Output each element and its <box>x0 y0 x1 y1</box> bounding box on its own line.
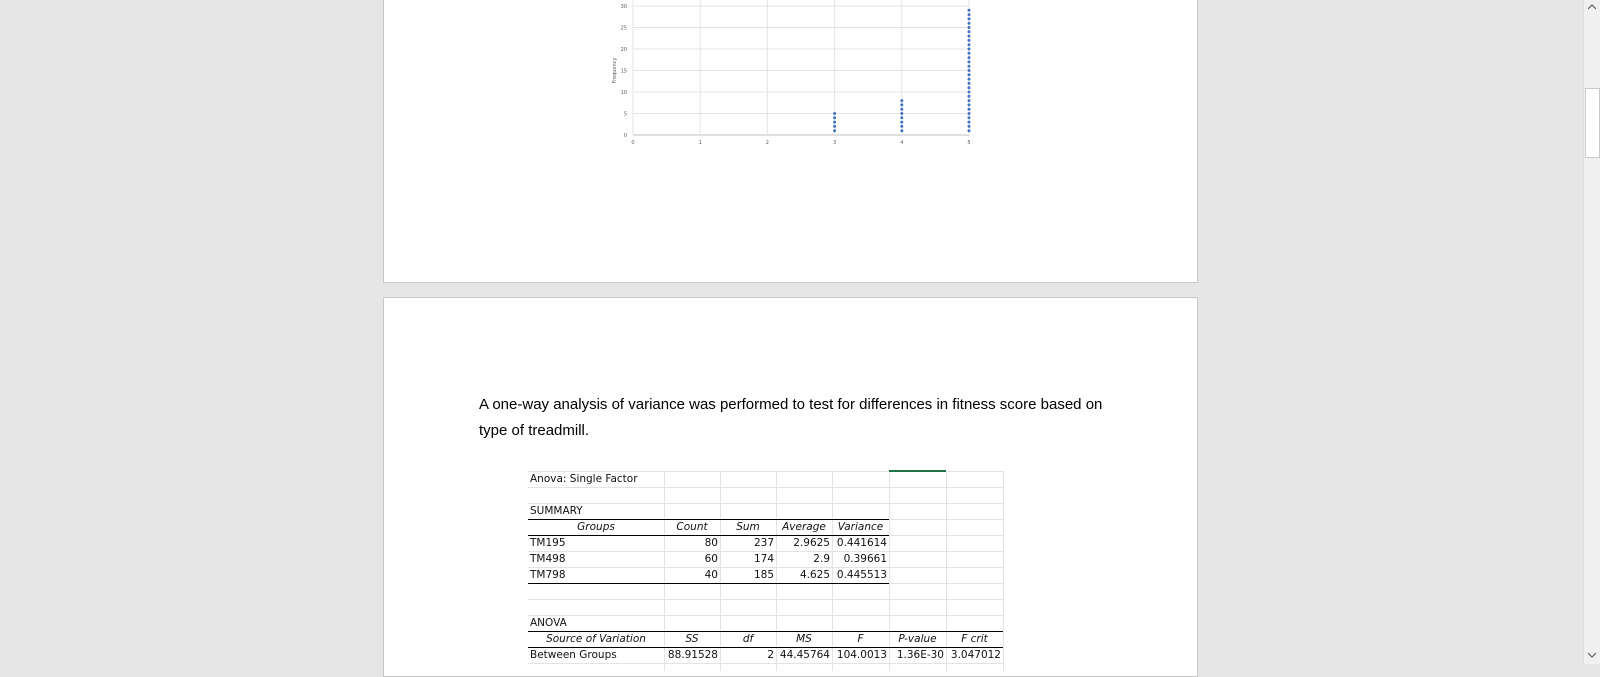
data-point <box>900 108 903 111</box>
y-tick-label: 5 <box>623 111 627 118</box>
summary-value: 60 <box>704 553 718 565</box>
anova-header: P-value <box>898 633 937 645</box>
data-point <box>833 116 836 119</box>
data-point <box>968 95 971 98</box>
summary-value: 2.9625 <box>793 537 830 549</box>
scroll-up-button[interactable] <box>1584 0 1600 16</box>
y-tick-label: 10 <box>620 90 627 96</box>
data-point <box>968 13 971 16</box>
chevron-down-icon <box>1588 652 1596 658</box>
data-point <box>968 69 971 72</box>
row-gridline <box>528 599 1003 600</box>
y-axis-label: Frequency <box>612 57 618 84</box>
data-point <box>968 9 971 12</box>
anova-value: 104.0013 <box>836 649 887 661</box>
data-point <box>968 22 971 25</box>
summary-value: 185 <box>753 569 774 581</box>
anova-header: F crit <box>961 633 988 645</box>
x-tick-label: 4 <box>900 140 904 146</box>
summary-header: Count <box>676 521 708 533</box>
document-page-1 <box>383 0 1198 283</box>
summary-value: 0.39661 <box>843 553 887 565</box>
summary-header: Average <box>782 521 826 533</box>
summary-label: SUMMARY <box>530 505 583 517</box>
summary-header: Groups <box>577 521 615 533</box>
data-point <box>968 35 971 38</box>
anova-header: F <box>857 633 864 645</box>
data-point <box>900 99 903 102</box>
group-name: TM498 <box>530 553 566 565</box>
group-name: TM195 <box>530 537 566 549</box>
data-point <box>968 17 971 20</box>
data-point <box>900 112 903 115</box>
anova-title: Anova: Single Factor <box>530 473 638 485</box>
data-point <box>968 60 971 63</box>
y-tick-label: 0 <box>623 133 627 139</box>
data-point <box>968 65 971 68</box>
data-point <box>968 30 971 33</box>
data-point <box>968 48 971 51</box>
data-point <box>968 26 971 29</box>
x-tick-label: 1 <box>698 140 702 146</box>
scroll-down-button[interactable] <box>1584 648 1600 664</box>
x-tick-label: 5 <box>967 140 971 146</box>
summary-value: 4.625 <box>799 569 830 581</box>
data-point <box>968 112 971 115</box>
vertical-scrollbar[interactable] <box>1583 0 1600 664</box>
anova-description-paragraph: A one-way analysis of variance was performed to test for differences in fitness score based on type of treadmill. <box>479 396 1103 439</box>
y-tick-label: 15 <box>620 68 627 75</box>
data-point <box>968 116 971 119</box>
y-tick-label: 30 <box>620 4 627 10</box>
data-point <box>900 121 903 124</box>
summary-value: 2.9 <box>813 553 830 565</box>
data-point <box>968 39 971 42</box>
x-tick-label: 2 <box>765 140 769 146</box>
summary-header: Sum <box>736 521 760 533</box>
anova-value: 44.45764 <box>779 649 830 661</box>
selected-cell-indicator <box>889 470 946 472</box>
summary-value: 237 <box>753 537 774 549</box>
data-point <box>968 125 971 128</box>
anova-header: MS <box>796 633 812 645</box>
data-point <box>833 125 836 128</box>
anova-header: SS <box>685 633 699 645</box>
frequency-dot-chart <box>384 0 1199 284</box>
data-point <box>968 52 971 55</box>
summary-header: Variance <box>837 521 884 533</box>
anova-header: df <box>742 633 754 645</box>
summary-value: 174 <box>753 553 774 565</box>
anova-value: 88.91528 <box>667 649 718 661</box>
group-name: TM798 <box>530 569 566 581</box>
anova-value: 1.36E-30 <box>896 649 944 661</box>
data-point <box>968 43 971 46</box>
data-point <box>833 112 836 115</box>
column-gridline <box>1003 471 1004 671</box>
data-point <box>968 129 971 132</box>
data-point <box>968 78 971 81</box>
data-point <box>968 121 971 124</box>
data-point <box>900 129 903 132</box>
summary-bottom-rule <box>528 583 889 584</box>
y-tick-label: 25 <box>620 25 627 32</box>
data-point <box>900 125 903 128</box>
chevron-up-icon <box>1588 4 1596 10</box>
data-point <box>900 116 903 119</box>
data-point <box>833 129 836 132</box>
x-tick-label: 3 <box>833 140 837 146</box>
data-point <box>968 103 971 106</box>
data-point <box>833 121 836 124</box>
summary-value: 80 <box>704 537 718 549</box>
source-of-variation: Between Groups <box>530 649 617 661</box>
data-point <box>968 91 971 94</box>
anova-value: 2 <box>767 649 774 661</box>
data-point <box>968 73 971 76</box>
y-tick-label: 20 <box>620 47 627 53</box>
data-point <box>968 99 971 102</box>
row-gridline <box>528 487 1003 488</box>
x-tick-label: 0 <box>631 140 635 146</box>
document-page-2 <box>383 297 1198 677</box>
data-point <box>968 86 971 89</box>
data-point <box>968 108 971 111</box>
data-point <box>968 56 971 59</box>
data-point <box>968 82 971 85</box>
scrollbar-thumb[interactable] <box>1585 88 1600 158</box>
anova-spreadsheet-table <box>528 471 1001 671</box>
anova-header: Source of Variation <box>546 633 646 645</box>
summary-value: 40 <box>704 569 718 581</box>
data-point <box>900 103 903 106</box>
anova-label: ANOVA <box>530 617 567 629</box>
summary-value: 0.445513 <box>836 569 887 581</box>
summary-value: 0.441614 <box>836 537 887 549</box>
anova-value: 3.047012 <box>950 649 1001 661</box>
